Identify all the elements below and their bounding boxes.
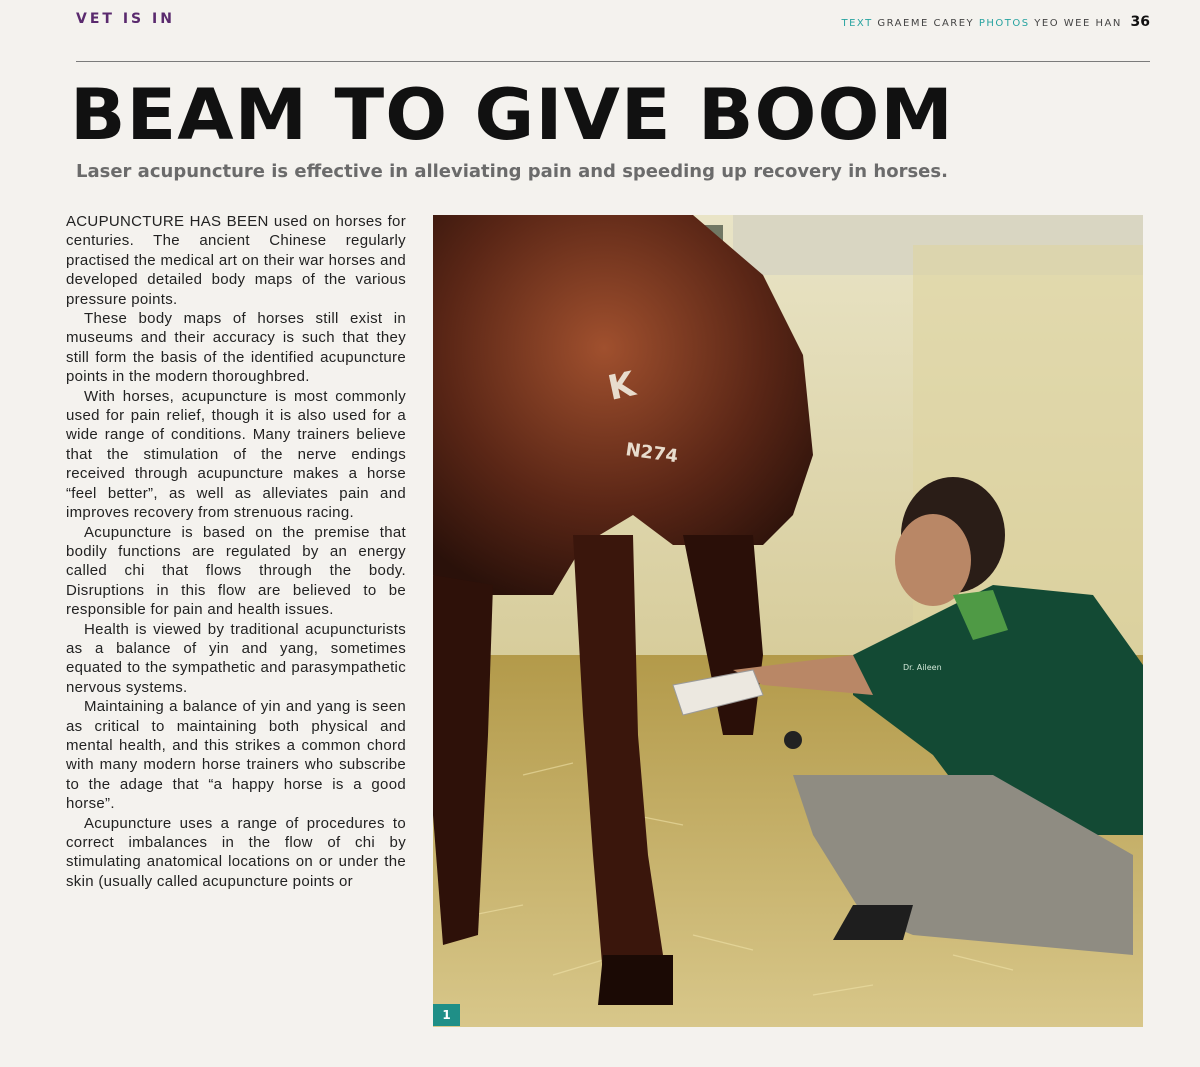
page-number: 36 (1130, 14, 1150, 30)
article-title: BEAM TO GIVE BOOM (70, 74, 954, 156)
credit-author: GRAEME CAREY (877, 18, 975, 29)
body-paragraph: ACUPUNCTURE HAS BEEN used on horses for centuries. The ancient Chinese regularly practised the medical art on their war horses and developed detailed body maps of the various pressure points. (66, 213, 406, 308)
horse-acupuncture-illustration (433, 215, 1143, 1027)
body-paragraph: Health is viewed by traditional acupuncturists as a balance of yin and yang, sometimes equated to the sympathetic and parasympathetic nervous systems. (66, 620, 406, 696)
article-deck: Laser acupuncture is effective in alleviating pain and speeding up recovery in horses. (76, 161, 948, 182)
vet-face (895, 514, 971, 606)
body-paragraph: Maintaining a balance of yin and yang is seen as critical to maintaining both physical and mental health, and this strikes a common chord with many modern horse trainers who subscribe to the adage that “a happy horse is a good horse”. (66, 698, 406, 813)
credit-photographer: YEO WEE HAN (1034, 18, 1122, 29)
body-column (66, 212, 406, 891)
header-rule (76, 61, 1150, 62)
brand-mark-number: N274 (624, 439, 680, 468)
horse-hoof (598, 955, 673, 1005)
body-paragraph: With horses, acupuncture is most commonly used for pain relief, though it is also used for a wide range of conditions. Many trainers believe that the stimulation of the nerve endings received through acupuncture makes a horse “feel better”, as well as alleviates pain and improves recovery from strenuous racing. (66, 387, 406, 522)
wristwatch-icon (784, 731, 802, 749)
credits-line (841, 14, 1150, 30)
body-paragraph: These body maps of horses still exist in museums and their accuracy is such that they still form the basis of the identified acupuncture points in the modern thoroughbred. (66, 310, 406, 386)
photo-number-badge: 1 (433, 1004, 460, 1026)
body-paragraph: Acupuncture uses a range of procedures to correct imbalances in the flow of chi by stimulating anatomical locations on or under the skin (usually called acupuncture points or (66, 814, 406, 890)
credit-text-label: TEXT (841, 18, 873, 29)
credit-photos-label: PHOTOS (978, 18, 1030, 29)
brand-mark-k: K (604, 364, 639, 409)
shirt-name-tag: Dr. Aileen (903, 663, 942, 672)
body-paragraph: Acupuncture is based on the premise that bodily functions are regulated by an energy called chi that flows through the body. Disruptions in this flow are believed to be responsible for pain and health issues. (66, 523, 406, 619)
feature-photo (433, 215, 1143, 1027)
section-tag: VET IS IN (76, 11, 175, 27)
